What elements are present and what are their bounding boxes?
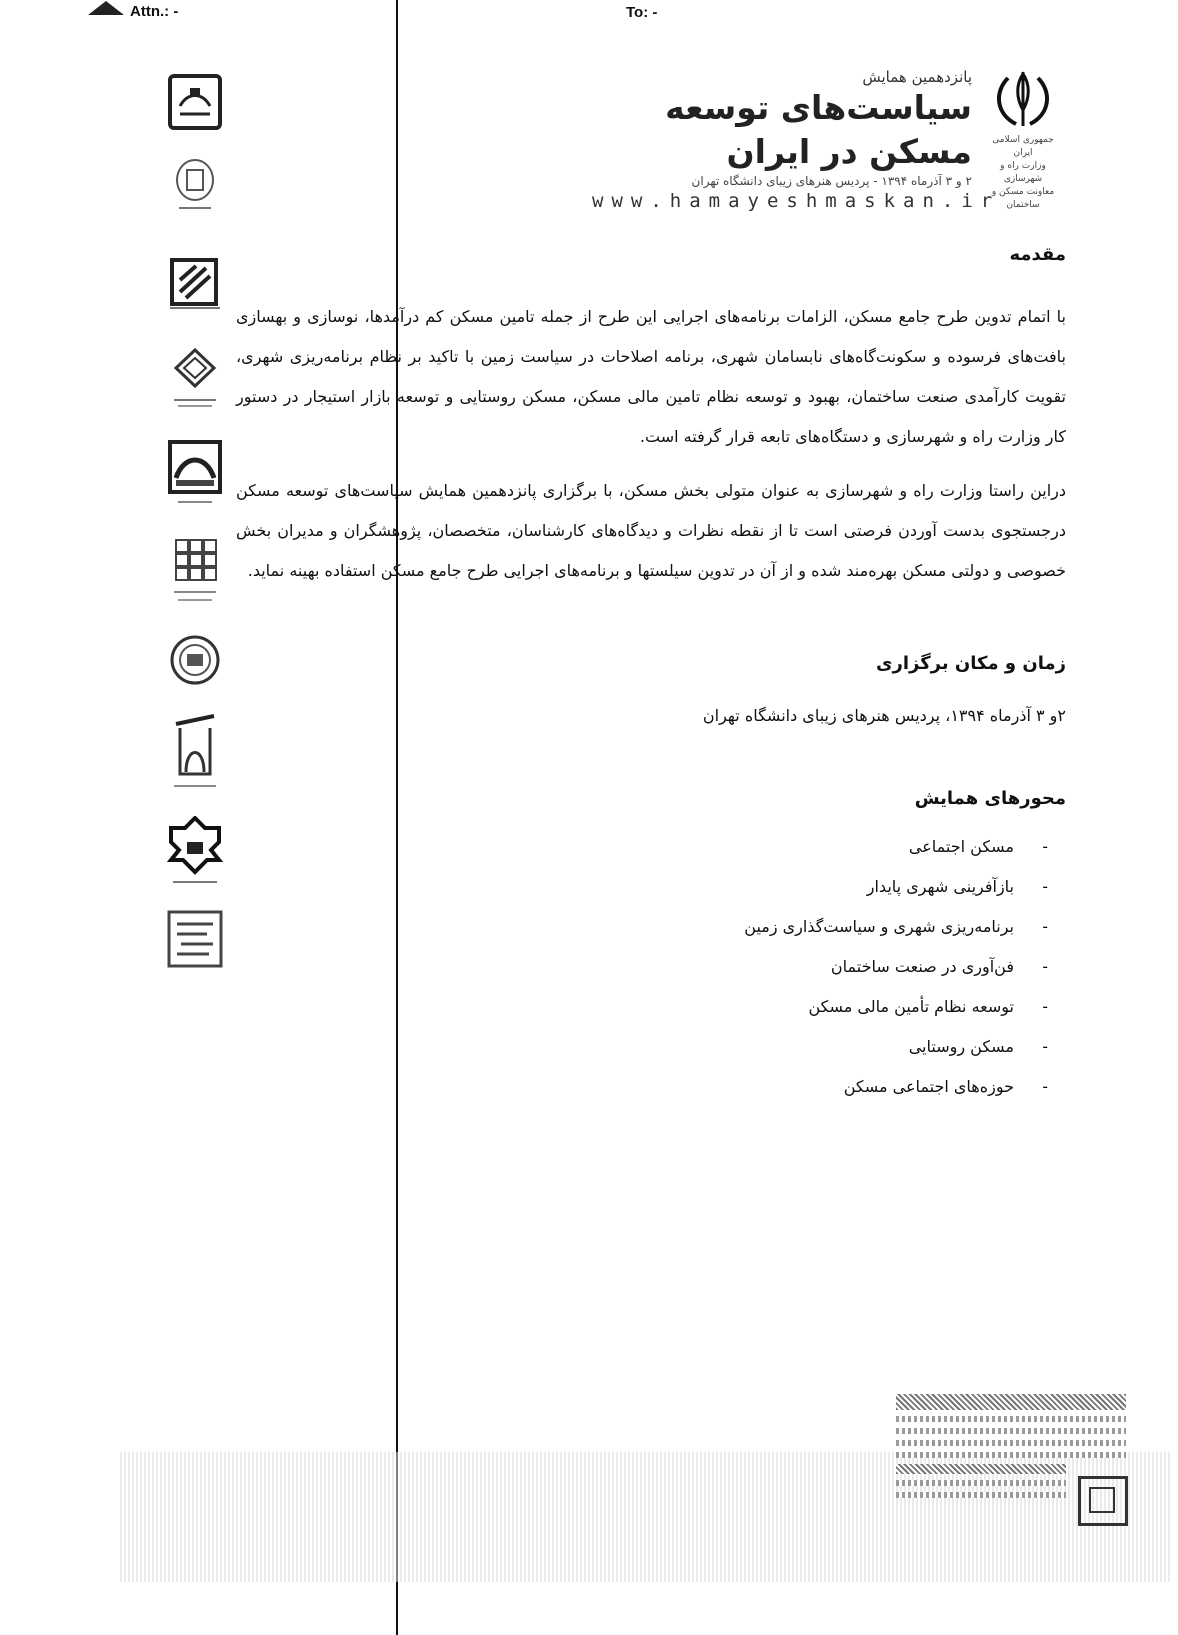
partner-logo-1 xyxy=(160,74,230,130)
list-item: - فن‌آوری در صنعت ساختمان xyxy=(830,957,1048,976)
venue-heading: زمان و مکان برگزاری xyxy=(875,653,1066,674)
main-content xyxy=(236,244,1066,1107)
partner-logo-7 xyxy=(160,634,230,686)
axes-list xyxy=(236,827,1066,1107)
conference-dates: ۲ و ۳ آذرماه ۱۳۹۴ - پردیس هنرهای زیبای دانشگاه تهران xyxy=(691,174,972,188)
intro-paragraph-2: دراین راستا وزارت راه و شهرسازی به عنوان متولی بخش مسکن، با برگزاری پانزدهمین همایش سیاست‌های توسعه مسکن درجستجوی بدست آوردن فرصتی است تا از نقطه نظرات و دیدگاه‌های کارشناسان، متخصصان، پژوهشگران و مدیران بخش خصوصی و دولتی مسکن بهره‌مند شده و از آن در تدوین سیلستها و برنامه‌های اجرایی طرح جامع مسکن استفاده بهینه نماید. xyxy=(236,481,1066,580)
list-item: - توسعه نظام تأمین مالی مسکن xyxy=(808,997,1048,1016)
partner-logo-8 xyxy=(160,714,230,794)
fax-to: To: - xyxy=(626,4,658,21)
footer-hatch-bar xyxy=(896,1394,1126,1410)
list-item: - حوزه‌های اجتماعی مسکن xyxy=(843,1077,1048,1096)
list-item: - برنامه‌ریزی شهری و سیاست‌گذاری زمین xyxy=(744,917,1048,936)
conference-title: سیاست‌های توسعه مسکن در ایران xyxy=(665,88,972,171)
venue-text: ۲و ۳ آذرماه ۱۳۹۴، پردیس هنرهای زیبای دانشگاه تهران xyxy=(702,706,1066,725)
ministry-caption: جمهوری اسلامی ایران وزارت راه و شهرسازی معاونت مسکن و ساختمان xyxy=(991,135,1055,210)
list-item: - مسکن روستایی xyxy=(908,1037,1048,1056)
partner-logo-10 xyxy=(160,910,230,968)
intro-heading: مقدمه xyxy=(1009,244,1066,265)
partner-logo-6 xyxy=(160,536,230,614)
list-item: - بازآفرینی شهری پایدار xyxy=(866,877,1048,896)
warning-triangle-icon xyxy=(88,1,124,15)
partner-logo-4 xyxy=(160,346,230,410)
footer-logo-icon xyxy=(1078,1476,1128,1526)
intro-paragraph-1: با اتمام تدوین طرح جامع مسکن، الزامات برنامه‌های اجرایی این طرح از جمله تامین مسکن کم درآمدها، نوسازی و بهسازی بافت‌های فرسوده و سکونت‌گاه‌های نابسامان شهری، برنامه اصلاحات در سیاست زمین با تاکید بر نظام برنامه‌ریزی شهری، تقویت کارآمدی صنعت ساختمان، بهبود و توسعه نظام تامین مالی مسکن، مسکن روستایی و توسعه بازار استیجار در دستور کار وزارت راه و شهرسازی و دستگاه‌های تابعه قرار گرفته است. xyxy=(236,307,1066,446)
fax-attn: Attn.: - xyxy=(88,2,178,20)
conference-website: www.hamayeshmaskan.ir xyxy=(592,190,1001,212)
list-item: - مسکن اجتماعی xyxy=(908,837,1048,856)
conference-ordinal: پانزدهمین همایش xyxy=(862,68,972,86)
axes-heading: محورهای همایش xyxy=(914,788,1066,809)
partner-logo-3 xyxy=(160,258,230,310)
partner-logo-2 xyxy=(160,158,230,212)
partner-logo-9 xyxy=(160,816,230,888)
partner-logo-5 xyxy=(160,440,230,506)
conference-header xyxy=(592,68,1058,212)
